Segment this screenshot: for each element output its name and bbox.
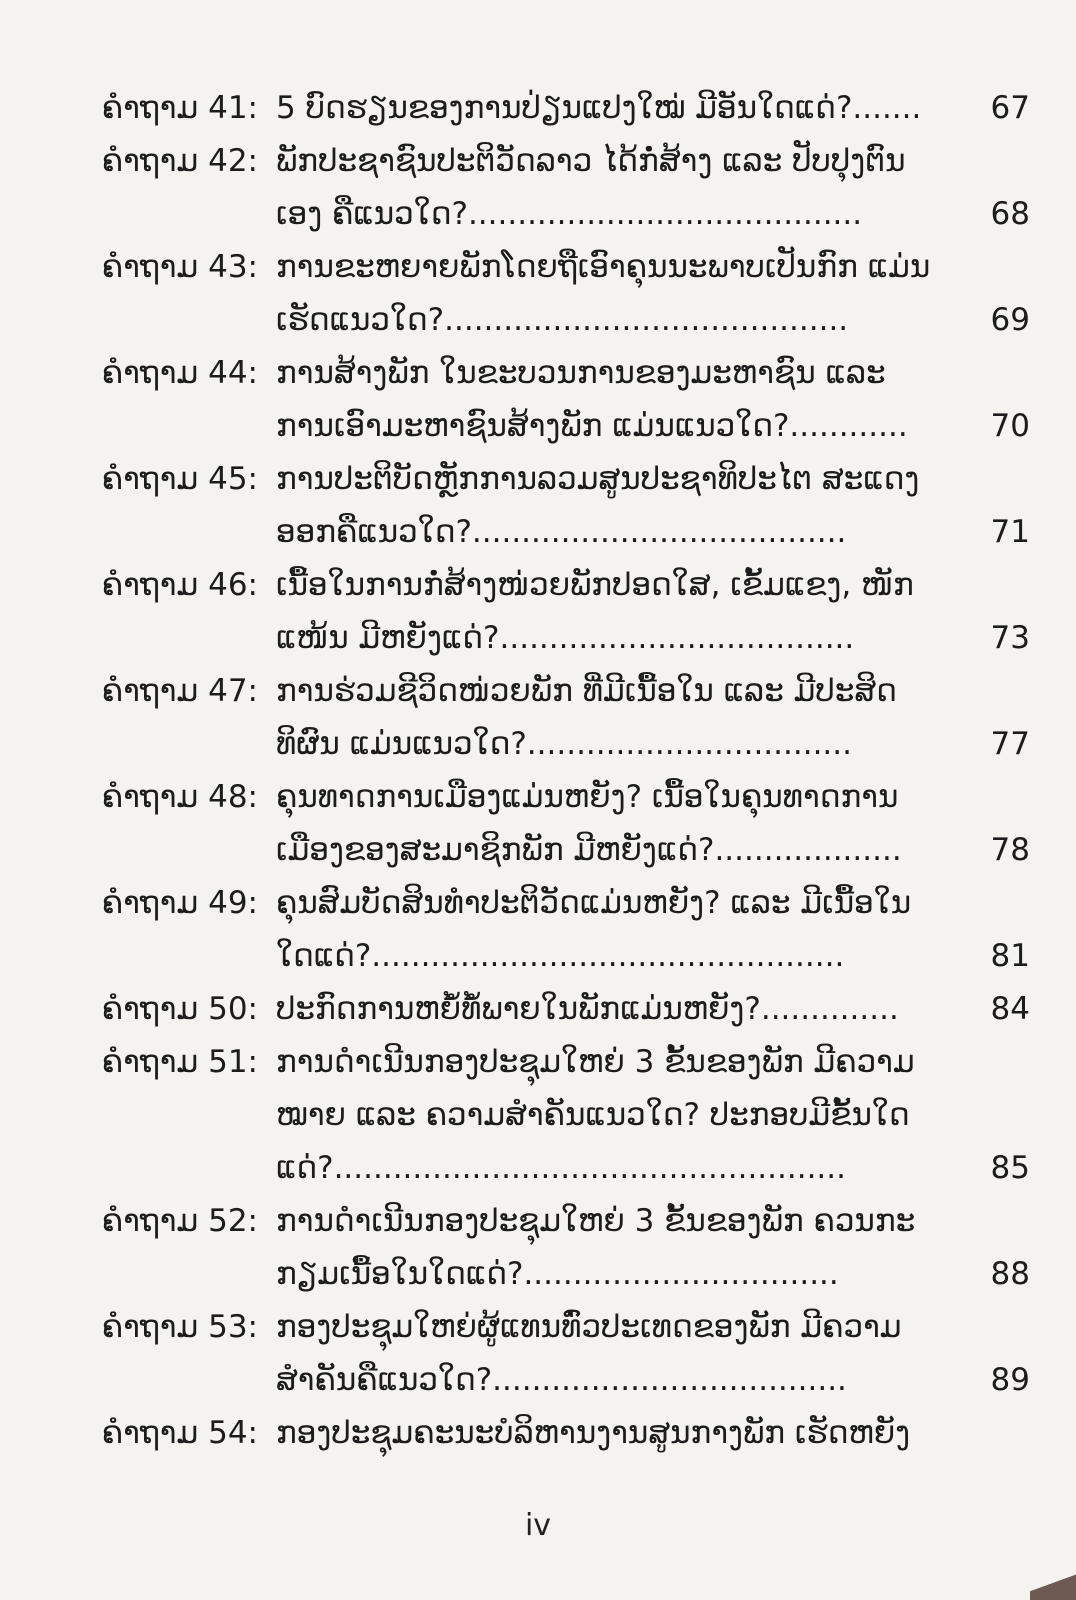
toc-entry	[60, 1407, 1030, 1460]
question-text	[276, 1301, 936, 1407]
question-label: ຄຳຖາມ 54:	[101, 1415, 258, 1451]
toc-entry	[60, 241, 1030, 347]
question-label: ຄຳຖາມ 51:	[101, 1044, 258, 1080]
question-text	[276, 559, 936, 665]
toc-entry	[60, 665, 1030, 771]
question-text-line: ກຽມເນື້ອໃນໃດແດ່?................................	[276, 1256, 839, 1292]
question-text-line: ກອງປະຊຸມຄະນະບໍລິຫານງານສູນກາງພັກ ເຮັດຫຍັງ	[276, 1415, 911, 1451]
page-number-footer: iv	[524, 1508, 552, 1543]
question-label: ຄຳຖາມ 42:	[101, 143, 258, 179]
question-text-line: ການເອົາມະຫາຊົນສ້າງພັກ ແມ່ນແນວໃດ?............	[276, 408, 908, 444]
toc-entry	[60, 82, 1030, 135]
question-text	[276, 665, 936, 771]
question-label: ຄຳຖາມ 46:	[101, 567, 258, 603]
toc-entry	[60, 559, 1030, 665]
question-text-line: ການດຳເນີນກອງປະຊຸມໃຫຍ່ 3 ຂັ້ນຂອງພັກ ມີຄວາມ	[276, 1044, 915, 1080]
toc-entry	[60, 983, 1030, 1036]
toc-entry	[60, 347, 1030, 453]
page-corner-shadow	[1030, 1570, 1076, 1600]
page-number: 88	[990, 1256, 1030, 1292]
question-text-line: ຄຸນສົມບັດສິນທຳປະຕິວັດແມ່ນຫຍັງ? ແລະ ມີເນື້ອໃນ	[276, 885, 912, 921]
question-label: ຄຳຖາມ 50:	[101, 991, 258, 1027]
page-number: 85	[990, 1150, 1030, 1186]
question-label: ຄຳຖາມ 48:	[101, 779, 258, 815]
page-number: 70	[990, 408, 1030, 444]
toc-entry	[60, 453, 1030, 559]
toc-entry	[60, 877, 1030, 983]
page-number: 89	[990, 1362, 1030, 1398]
page-number: 84	[990, 991, 1030, 1027]
page-number: 78	[990, 832, 1030, 868]
question-text	[276, 82, 936, 135]
question-label: ຄຳຖາມ 44:	[101, 355, 258, 391]
question-text-line: ພັກປະຊາຊົນປະຕິວັດລາວ ໄດ້ກໍ່ສ້າງ ແລະ ປັບປຸງຕົນ	[276, 143, 906, 179]
question-text	[276, 241, 936, 347]
question-text-line: ໝາຍ ແລະ ຄວາມສຳຄັນແນວໃດ? ປະກອບມີຂັ້ນໃດ	[276, 1097, 910, 1133]
question-label: ຄຳຖາມ 53:	[101, 1309, 258, 1345]
question-label: ຄຳຖາມ 52:	[101, 1203, 258, 1239]
question-text-line: ການຂະຫຍາຍພັກໂດຍຖືເອົາຄຸນນະພາບເປັນກົກ ແມ່ນ	[276, 249, 931, 285]
page-number: 77	[990, 726, 1030, 762]
toc-entry	[60, 771, 1030, 877]
question-text	[276, 1195, 936, 1301]
table-of-contents	[60, 82, 1030, 1460]
question-text-line: ສຳຄັນຄືແນວໃດ?....................................	[276, 1362, 847, 1398]
question-label: ຄຳຖາມ 47:	[101, 673, 258, 709]
question-label: ຄຳຖາມ 49:	[101, 885, 258, 921]
question-text-line: ການສ້າງພັກ ໃນຂະບວນການຂອງມະຫາຊົນ ແລະ	[276, 355, 886, 391]
question-text	[276, 453, 936, 559]
page-number: 73	[990, 620, 1030, 656]
question-label: ຄຳຖາມ 45:	[101, 461, 258, 497]
question-text-line: ເອງ ຄືແນວໃດ?........................................	[276, 196, 863, 232]
question-text	[276, 877, 936, 983]
page-number: 81	[990, 938, 1030, 974]
question-text	[276, 135, 936, 241]
question-text	[276, 347, 936, 453]
toc-entry	[60, 1195, 1030, 1301]
question-text-line: ການຮ່ວມຊີວິດໜ່ວຍພັກ ທີ່ມີເນື້ອໃນ ແລະ ມີປະສິດ	[276, 673, 897, 709]
question-label: ຄຳຖາມ 43:	[101, 249, 258, 285]
question-text-line: ແດ່?....................................................	[276, 1150, 846, 1186]
question-text	[276, 983, 936, 1036]
question-text	[276, 1036, 936, 1195]
page-number: 69	[990, 302, 1030, 338]
question-text-line: ໃດແດ່?................................................	[276, 938, 845, 974]
question-text-line: ປະກົດການຫຍໍ້ທໍ້ພາຍໃນພັກແມ່ນຫຍັງ?..............	[276, 991, 899, 1027]
question-text-line: ກອງປະຊຸມໃຫຍ່ຜູ້ແທນທົ່ວປະເທດຂອງພັກ ມີຄວາມ	[276, 1309, 902, 1345]
question-text	[276, 771, 936, 877]
question-text-line: ເນື້ອໃນການກໍ່ສ້າງໜ່ວຍພັກປອດໃສ, ເຂັ້ມແຂງ, ໜັກ	[276, 567, 914, 603]
question-text-line: ອອກຄືແນວໃດ?......................................	[276, 514, 847, 550]
question-text-line: ການດຳເນີນກອງປະຊຸມໃຫຍ່ 3 ຂັ້ນຂອງພັກ ຄວນກະ	[276, 1203, 916, 1239]
question-text-line: 5 ບົດຮຽນຂອງການປ່ຽນແປງໃໝ່ ມີອັນໃດແດ່?.......	[276, 90, 922, 126]
question-text-line: ແໜ້ນ ມີຫຍັງແດ່?....................................	[276, 620, 855, 656]
question-text-line: ຄຸນທາດການເມືອງແມ່ນຫຍັງ? ເນື້ອໃນຄຸນທາດການ	[276, 779, 899, 815]
page-number: 71	[990, 514, 1030, 550]
page-number: 67	[990, 90, 1030, 126]
toc-entry	[60, 135, 1030, 241]
question-text-line: ເຮັດແນວໃດ?.........................................	[276, 302, 849, 338]
question-text-line: ການປະຕິບັດຫຼັກການລວມສູນປະຊາທິປະໄຕ ສະແດງ	[276, 461, 920, 497]
question-text-line: ເມືອງຂອງສະມາຊິກພັກ ມີຫຍັງແດ່?...................	[276, 832, 902, 868]
page-number: 68	[990, 196, 1030, 232]
question-label: ຄຳຖາມ 41:	[101, 90, 258, 126]
toc-entry	[60, 1036, 1030, 1195]
question-text-line: ທິຜົນ ແມ່ນແນວໃດ?.................................	[276, 726, 852, 762]
toc-entry	[60, 1301, 1030, 1407]
question-text	[276, 1407, 936, 1460]
